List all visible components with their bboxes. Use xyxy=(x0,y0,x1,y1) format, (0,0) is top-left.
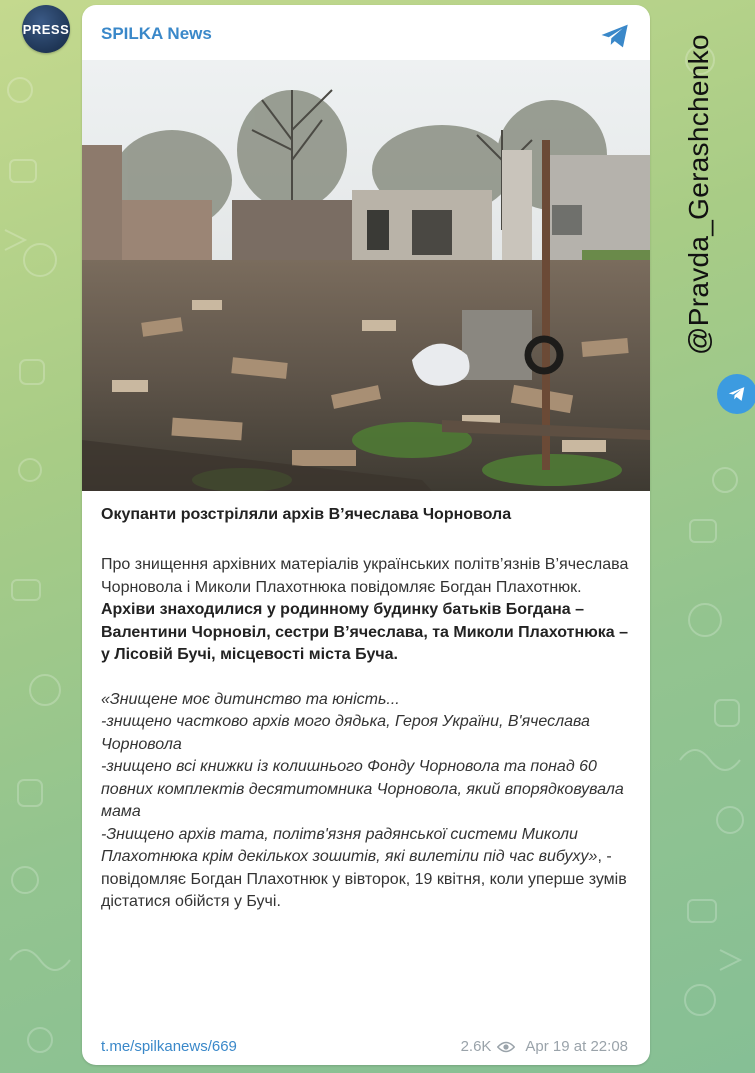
watermark-handle-text: @Pravda_Gerashchenko xyxy=(683,34,714,355)
intro-bold-text: Архіви знаходилися у родинному будинку батьків Богдана – Валентини Чорновіл, сестри В’ячеслава, та Миколи Плахотнюка – у Лісовій Бучі, місцевості міста Буча. xyxy=(101,601,629,663)
telegram-plane-icon xyxy=(726,383,748,405)
message-bubble xyxy=(82,5,650,1065)
view-count: 2.6K xyxy=(460,1038,492,1055)
quote-line: «Знищене моє дитинство та юність... xyxy=(101,690,400,708)
post-title: Окупанти розстріляли архів В’ячеслава Чорновола xyxy=(101,506,512,523)
channel-avatar[interactable]: PRESS xyxy=(22,5,70,53)
eye-icon xyxy=(497,1041,515,1053)
post-body xyxy=(101,554,631,914)
quote-line: -знищено частково архів мого дядька, Героя України, В'ячеслава Чорновола xyxy=(101,713,590,753)
quote-line: -знищено всі книжки із колишнього Фонду Чорновола та понад 60 повних комплектів десятитомника Чорновола, який впорядковувала мама xyxy=(101,758,624,820)
watermark-handle xyxy=(683,34,723,379)
quote-attribution: , - повідомляє Богдан Плахотнюк у вівторок, 19 квітня, коли уперше зумів дістатися обійстя у Бучі. xyxy=(101,848,627,910)
post-quote xyxy=(101,689,631,914)
destroyed-house-photo[interactable] xyxy=(82,60,650,491)
telegram-share-icon[interactable] xyxy=(598,19,632,53)
telegram-logo-icon xyxy=(717,374,755,414)
post-link[interactable]: t.me/spilkanews/669 xyxy=(101,1038,237,1055)
intro-plain-text: Про знищення архівних матеріалів українських політв’язнів В’ячеслава Чорновола і Миколи Плахотнюка повідомляє Богдан Плахотнюк. xyxy=(101,556,629,596)
post-meta xyxy=(461,1038,628,1055)
quote-line: -Знищено архів тата, політв'язня радянської системи Миколи Плахотнюка крім декількох зошитів, які вилетіли під час вибуху» xyxy=(101,825,598,865)
channel-name[interactable]: SPILKA News xyxy=(101,24,212,43)
post-intro xyxy=(101,554,631,667)
post-date: Apr 19 at 22:08 xyxy=(525,1038,628,1055)
